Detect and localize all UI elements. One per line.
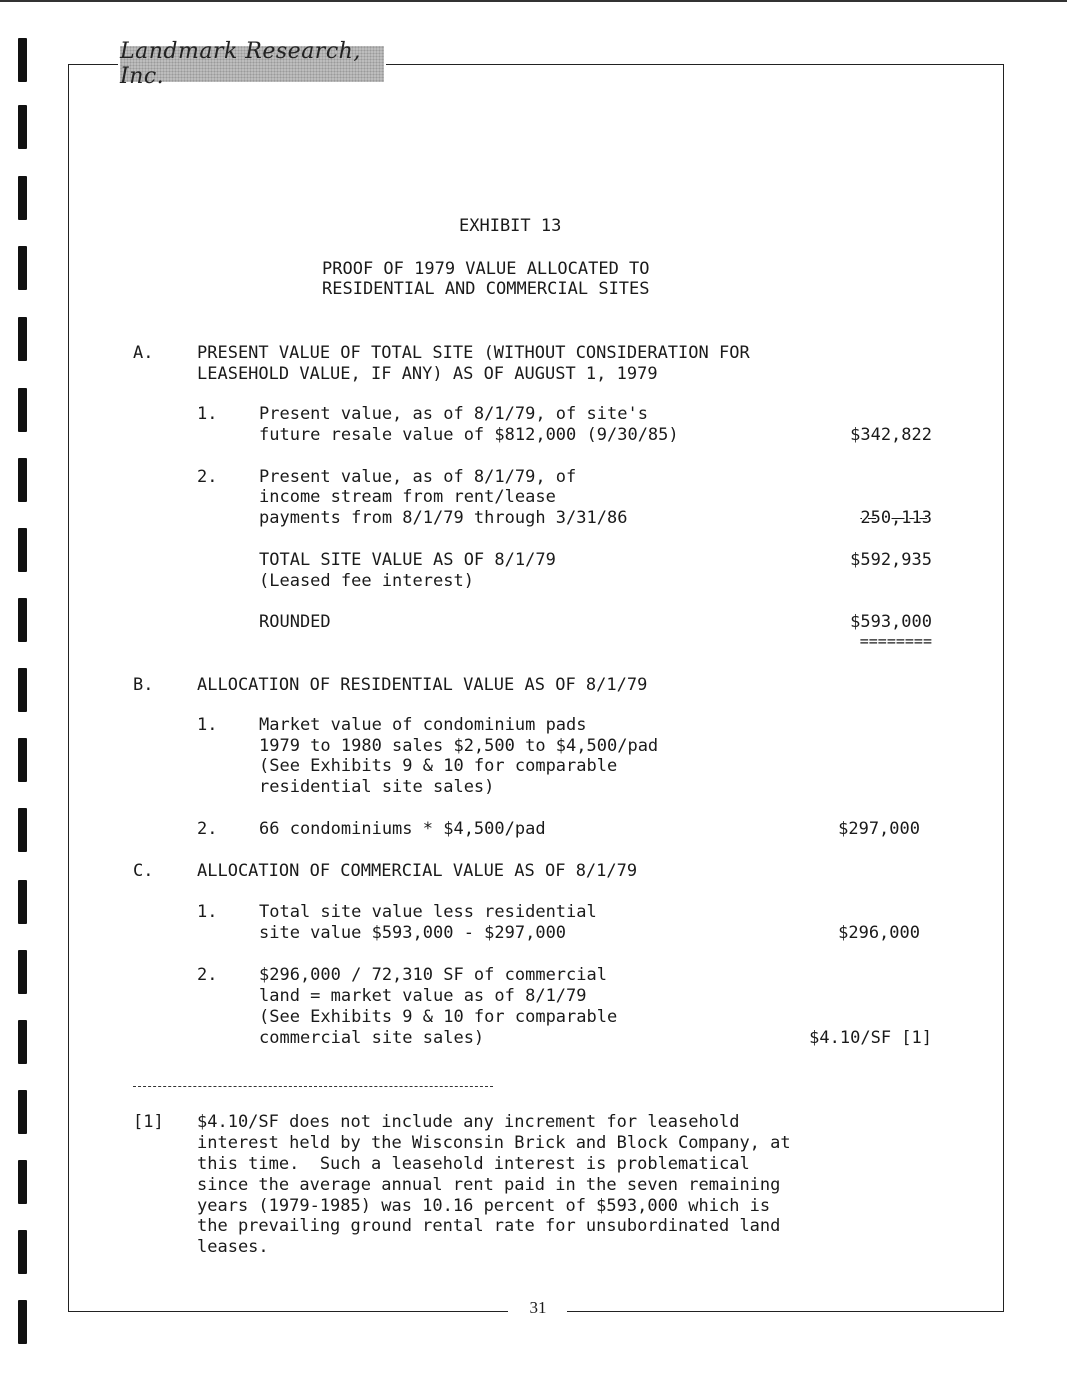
footnote-line: leases.: [197, 1237, 269, 1257]
section-a-heading-line2: LEASEHOLD VALUE, IF ANY) AS OF AUGUST 1, 1979: [197, 364, 658, 384]
binding-hole: [18, 528, 27, 572]
frame-left: [68, 64, 69, 1312]
section-c-letter: C.: [133, 861, 154, 881]
section-a-rounded-amount: $593,000: [850, 612, 932, 632]
section-c-item2-line2: land = market value as of 8/1/79: [259, 986, 587, 1006]
section-b-letter: B.: [133, 675, 154, 695]
company-logo: [120, 39, 384, 89]
binding-hole: [18, 317, 27, 361]
binding-hole: [18, 105, 27, 149]
binding-hole: [18, 880, 27, 924]
binding-hole: [18, 738, 27, 782]
binding-hole: [18, 458, 27, 502]
frame-right: [1003, 64, 1004, 1312]
section-a-total-line2: (Leased fee interest): [259, 571, 474, 591]
section-b-heading: ALLOCATION OF RESIDENTIAL VALUE AS OF 8/1/79: [197, 675, 648, 695]
footnote-line: this time. Such a leasehold interest is problematical: [197, 1154, 750, 1174]
section-c-item1-line2: site value $593,000 - $297,000: [259, 923, 567, 943]
binding-hole: [18, 950, 27, 994]
section-c-item1-number: 1.: [197, 902, 218, 922]
section-b-item1-line1: Market value of condominium pads: [259, 715, 587, 735]
section-b-item1-line3: (See Exhibits 9 & 10 for comparable: [259, 756, 618, 776]
exhibit-subtitle-line2: RESIDENTIAL AND COMMERCIAL SITES: [322, 279, 650, 299]
binding-hole: [18, 246, 27, 290]
binding-holes: [14, 30, 34, 1360]
section-a-item2-line1: Present value, as of 8/1/79, of: [259, 467, 577, 487]
logo-text: Landmark Research, Inc.: [120, 39, 361, 89]
section-c-item1-line1: Total site value less residential: [259, 902, 597, 922]
footnote-rule: [133, 1086, 493, 1087]
footnote-line: the prevailing ground rental rate for unsubordinated land: [197, 1216, 781, 1236]
section-b-item2-amount: $297,000: [838, 819, 920, 839]
section-b-item2-number: 2.: [197, 819, 218, 839]
section-a-letter: A.: [133, 343, 154, 363]
binding-hole: [18, 808, 27, 852]
section-c-item2-line3: (See Exhibits 9 & 10 for comparable: [259, 1007, 618, 1027]
section-c-item2-amount: $4.10/SF [1]: [809, 1028, 932, 1048]
frame-bottom-right: [567, 1311, 1004, 1312]
footnote-line: since the average annual rent paid in the seven remaining: [197, 1175, 781, 1195]
section-a-total-amount: $592,935: [850, 550, 932, 570]
section-a-rounded-label: ROUNDED: [259, 612, 331, 632]
binding-hole: [18, 176, 27, 220]
binding-hole: [18, 388, 27, 432]
section-b-item1-line4: residential site sales): [259, 777, 495, 797]
binding-hole: [18, 1090, 27, 1134]
frame-top-right: [386, 64, 1004, 65]
binding-hole: [18, 1230, 27, 1274]
binding-hole: [18, 1300, 27, 1344]
section-c-item2-line1: $296,000 / 72,310 SF of commercial: [259, 965, 607, 985]
section-a-item1-amount: $342,822: [850, 425, 932, 445]
section-b-item1-line2: 1979 to 1980 sales $2,500 to $4,500/pad: [259, 736, 659, 756]
binding-hole: [18, 668, 27, 712]
section-a-item1-number: 1.: [197, 404, 218, 424]
page-top-edge: [0, 0, 1067, 2]
section-a-heading-line1: PRESENT VALUE OF TOTAL SITE (WITHOUT CONSIDERATION FOR: [197, 343, 750, 363]
binding-hole: [18, 598, 27, 642]
section-a-double-rule: ========: [859, 632, 932, 650]
section-a-total-line1: TOTAL SITE VALUE AS OF 8/1/79: [259, 550, 556, 570]
footnote-line: $4.10/SF does not include any increment for leasehold: [197, 1112, 740, 1132]
section-a-item2-line2: income stream from rent/lease: [259, 487, 556, 507]
section-c-item2-number: 2.: [197, 965, 218, 985]
footnote-marker: [1]: [133, 1112, 164, 1132]
section-c-item1-amount: $296,000: [838, 923, 920, 943]
section-b-item1-number: 1.: [197, 715, 218, 735]
binding-hole: [18, 1020, 27, 1064]
frame-top-left: [68, 64, 118, 65]
binding-hole: [18, 38, 27, 82]
section-a-item1-line1: Present value, as of 8/1/79, of site's: [259, 404, 648, 424]
section-b-item2-line1: 66 condominiums * $4,500/pad: [259, 819, 546, 839]
frame-bottom-left: [68, 1311, 508, 1312]
section-c-heading: ALLOCATION OF COMMERCIAL VALUE AS OF 8/1/79: [197, 861, 638, 881]
exhibit-title: EXHIBIT 13: [459, 216, 562, 236]
page-number: 31: [529, 1298, 547, 1317]
section-a-item2-number: 2.: [197, 467, 218, 487]
section-c-item2-line4: commercial site sales): [259, 1028, 485, 1048]
section-a-item2-amount: 250,113: [860, 508, 932, 528]
section-a-item1-line2: future resale value of $812,000 (9/30/85): [259, 425, 679, 445]
section-a-item2-line3: payments from 8/1/79 through 3/31/86: [259, 508, 628, 528]
exhibit-subtitle-line1: PROOF OF 1979 VALUE ALLOCATED TO: [322, 259, 650, 279]
footnote-line: years (1979-1985) was 10.16 percent of $593,000 which is: [197, 1196, 771, 1216]
footnote-line: interest held by the Wisconsin Brick and Block Company, at: [197, 1133, 791, 1153]
binding-hole: [18, 1160, 27, 1204]
